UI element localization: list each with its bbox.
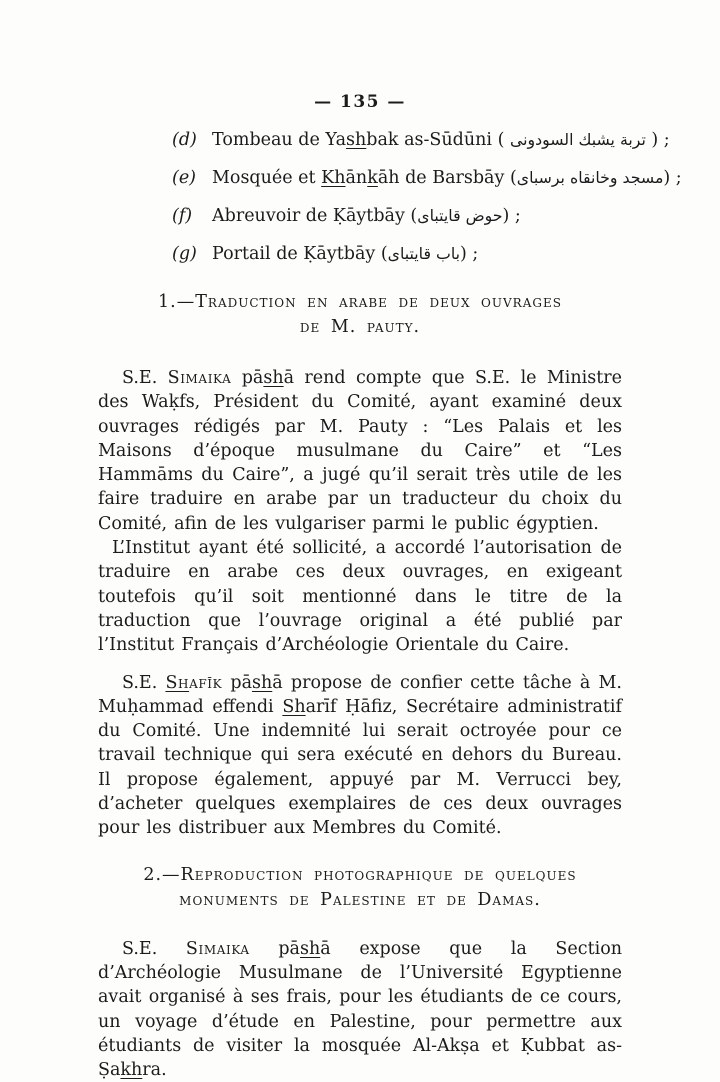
list-item-text: Portail de Ḳāytbāy (باب قايتباى) ; [212, 244, 479, 264]
list-item-d [172, 128, 670, 152]
list-item-e [172, 166, 682, 190]
section-2-heading [98, 863, 622, 913]
section-2-paragraph-1: S.E. Simaika pāshā expose que la Section d’Archéologie Musulmane de l’Université Egyptienne avait organisé à ses frais, pour les étudiants de ce cours, un voyage d’étude en Palestine, pour permettre aux étudiants de visiter la mosquée Al-Akṣa et Ḳubbat as-Ṣakhra. [98, 938, 623, 1081]
heading-line-2: monuments de Palestine et de Damas. [179, 889, 541, 910]
list-item-label: (d) [172, 130, 197, 150]
heading-line-1: 2.—Reproduction photographique de quelques [143, 864, 577, 885]
heading-line-1: 1.—Traduction en arabe de deux ouvrages [158, 292, 562, 312]
heading-line-2: de M. pauty. [299, 317, 421, 337]
list-item-label: (e) [172, 168, 197, 188]
section-1-heading [98, 290, 622, 340]
list-item-g [172, 242, 622, 266]
section-1-paragraph-3: S.E. Shafīk pāshā propose de confier cette tâche à M. Muḥammad effendi Sharīf Ḥāfiz, Secrétaire administratif du Comité. Une indemnité lui serait octroyée pour ce travail technique qui sera exécuté en dehors du Bureau. Il propose également, appuyé par M. Verrucci bey, d’acheter quelques exemplaires de ces deux ouvrages pour les distribuer aux Membres du Comité. [98, 672, 622, 839]
section-1-paragraph-1: S.E. Simaika pāshā rend compte que S.E. le Ministre des Waḳfs, Président du Comité, ayant examiné deux ouvrages rédigés par M. Pauty : “Les Palais et les Maisons d’époque musulmane du Caire” et “Les Hammāms du Caire”, a jugé qu’il serait très utile de les faire traduire en arabe par un traducteur du choix du Comité, afin de les vulgariser parmi le public égyptien. [98, 368, 622, 534]
list-item-label: (g) [172, 244, 197, 264]
list-item-text: Mosquée et Khānkāh de Barsbāy (مسجد وخانقاه برسباى) ; [212, 168, 682, 188]
monument-list [172, 128, 682, 266]
text-block [98, 0, 682, 1082]
list-item-label: (f) [172, 206, 193, 226]
list-item-text: Tombeau de Yashbak as-Sūdūni ( تربة يشبك السودونى ) ; [212, 130, 670, 150]
page-number: — 135 — [314, 92, 406, 112]
section-1-paragraph-2: L’Institut ayant été sollicité, a accordé l’autorisation de traduire en arabe ces deux ouvrages, en exigeant toutefois qu’il soit mentionné dans le titre de la traduction que l’ouvrage original a été publié par l’Institut Français d’Archéologie Orientale du Caire. [98, 538, 622, 656]
list-item-text: Abreuvoir de Ḳāytbāy (حوض قايتباى) ; [212, 206, 521, 226]
list-item-f [172, 204, 622, 228]
